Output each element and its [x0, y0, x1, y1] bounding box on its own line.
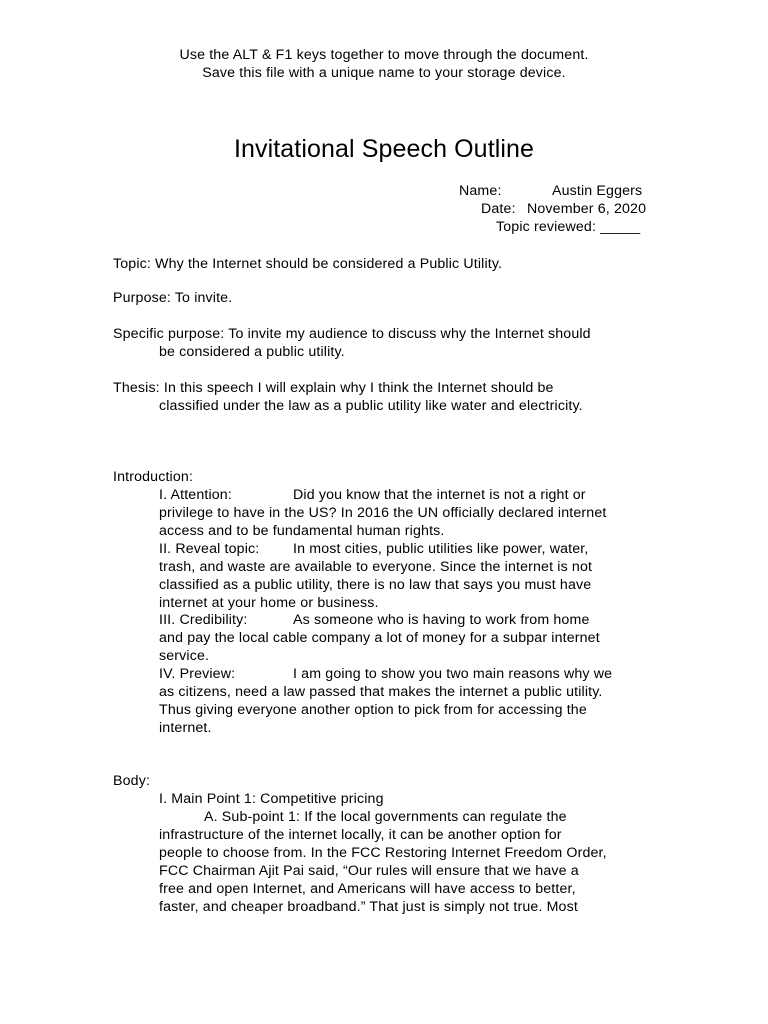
reveal-text: In most cities, public utilities like power, water, [293, 541, 589, 557]
attention-text: Did you know that the internet is not a right or [293, 487, 586, 503]
instruction-line-1: Use the ALT & F1 keys together to move through the document. [179, 47, 589, 63]
reveal-cont-3: internet at your home or business. [159, 595, 379, 611]
preview-cont-2: Thus giving everyone another option to pick from for accessing the [159, 702, 587, 718]
date-label: Date: [481, 201, 516, 217]
document-title: Invitational Speech Outline [233, 135, 535, 163]
credibility-label: III. Credibility: [159, 612, 248, 628]
body-heading: Body: [113, 773, 151, 789]
introduction-heading: Introduction: [113, 469, 194, 485]
name-value: Austin Eggers [552, 183, 643, 199]
attention-cont-1: privilege to have in the US? In 2016 the UN officially declared internet [159, 505, 607, 521]
sub-point-1-line-3: people to choose from. In the FCC Restoring Internet Freedom Order, [159, 845, 607, 861]
sub-point-1-line-1: A. Sub-point 1: If the local governments can regulate the [204, 809, 567, 825]
sub-point-1-line-6: faster, and cheaper broadband.” That just is simply not true. Most [159, 899, 578, 915]
preview-label: IV. Preview: [159, 666, 236, 682]
specific-purpose-line-2: be considered a public utility. [159, 344, 345, 360]
preview-cont-1: as citizens, need a law passed that makes the internet a public utility. [159, 684, 603, 700]
topic-reviewed: Topic reviewed: _____ [496, 219, 641, 235]
instruction-line-2: Save this file with a unique name to your storage device. [202, 65, 566, 81]
credibility-cont-2: service. [159, 648, 210, 664]
attention-cont-2: access and to be fundamental human rights. [159, 523, 445, 539]
preview-text: I am going to show you two main reasons why we [293, 666, 613, 682]
name-label: Name: [459, 183, 502, 199]
credibility-text: As someone who is having to work from home [293, 612, 590, 628]
purpose-line: Purpose: To invite. [113, 290, 233, 306]
credibility-cont-1: and pay the local cable company a lot of money for a subpar internet [159, 630, 600, 646]
thesis-line-2: classified under the law as a public utility like water and electricity. [159, 398, 583, 414]
preview-cont-3: internet. [159, 720, 212, 736]
reveal-cont-1: trash, and waste are available to everyone. Since the internet is not [159, 559, 593, 575]
thesis-line-1: Thesis: In this speech I will explain why I think the Internet should be [113, 380, 554, 396]
sub-point-1-line-4: FCC Chairman Ajit Pai said, “Our rules will ensure that we have a [159, 863, 579, 879]
specific-purpose-line-1: Specific purpose: To invite my audience to discuss why the Internet should [113, 326, 591, 342]
sub-point-1-line-2: infrastructure of the internet locally, it can be another option for [159, 827, 562, 843]
topic-line: Topic: Why the Internet should be considered a Public Utility. [113, 256, 503, 272]
sub-point-1-line-5: free and open Internet, and Americans will have access to better, [159, 881, 576, 897]
reveal-cont-2: classified as a public utility, there is no law that says you must have [159, 577, 592, 593]
reveal-label: II. Reveal topic: [159, 541, 260, 557]
main-point-1: I. Main Point 1: Competitive pricing [159, 791, 384, 807]
attention-label: I. Attention: [159, 487, 232, 503]
date-value: November 6, 2020 [527, 201, 647, 217]
